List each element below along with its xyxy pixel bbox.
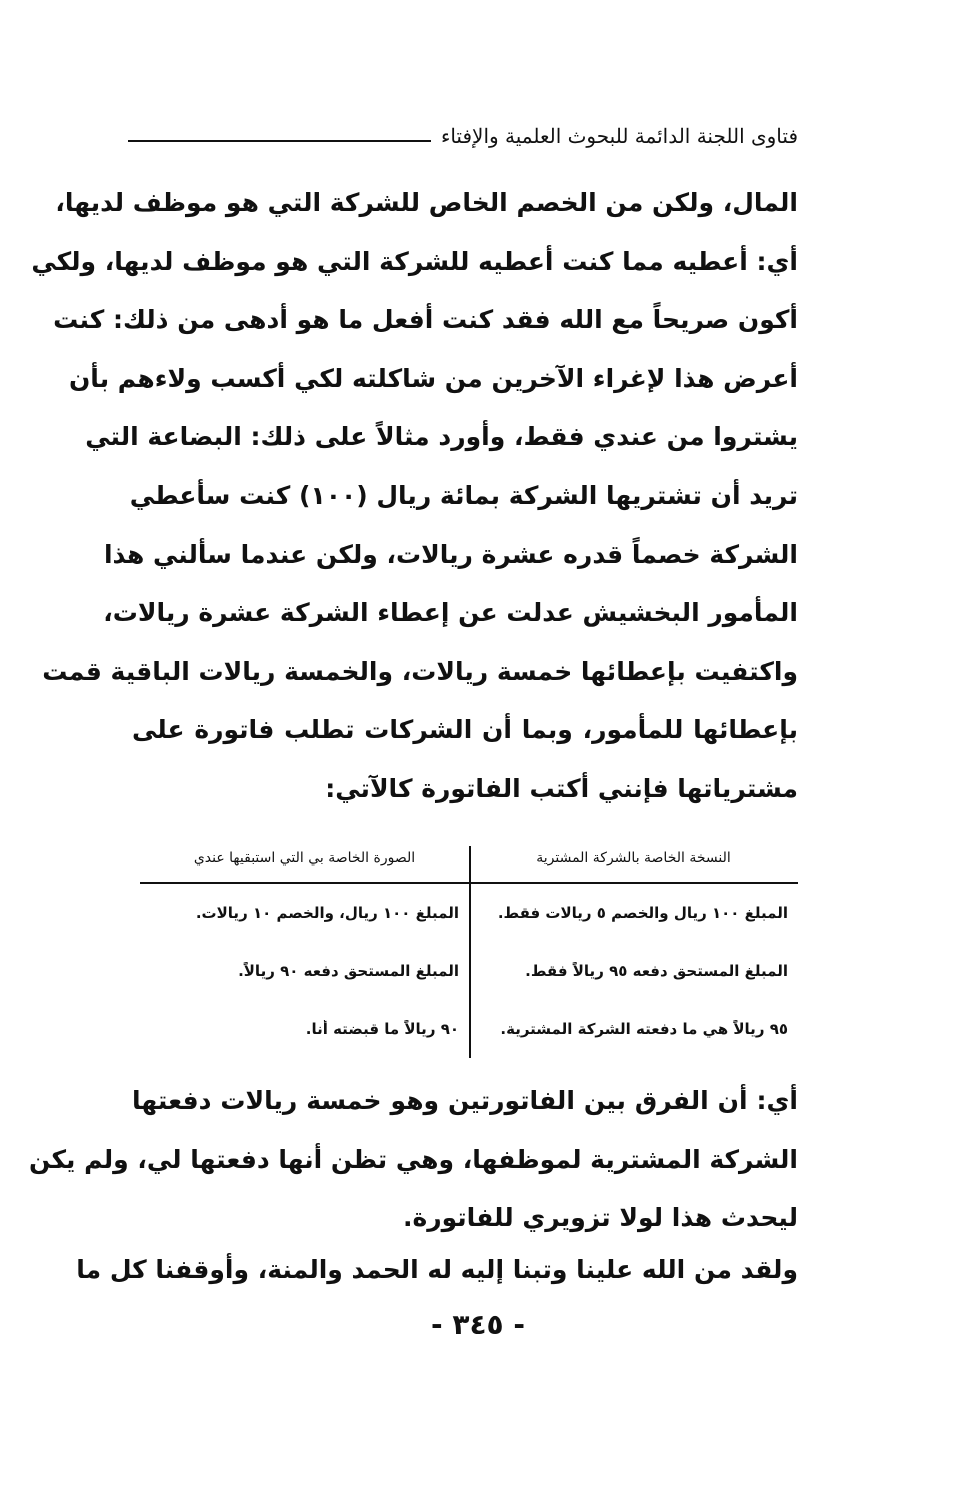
text-line: واكتفيت بإعطائها خمسة ريالات، والخمسة ريالات الباقية قمت	[42, 656, 798, 686]
text-line: المال، ولكن من الخصم الخاص للشركة التي هو موظف لديها،	[55, 188, 798, 217]
text-line: أي: أعطيه مما كنت أعطيه للشركة التي هو موظف لديها، ولكي	[31, 246, 798, 276]
text-line: ليحدث هذا لولا تزويري للفاتورة.	[402, 1203, 798, 1233]
text-line: ولقد من الله علينا وتبنا إليه له الحمد والمنة، وأوقفنا كل ما	[76, 1255, 798, 1284]
table-cell: المبلغ المستحق دفعه ٩٠ ريالاً.	[238, 962, 459, 980]
table-cell: ٩٥ ريالاً هي ما دفعته الشركة المشترية.	[500, 1020, 788, 1038]
table-cell: المبلغ المستحق دفعه ٩٥ ريالاً فقط.	[525, 962, 788, 980]
column-divider	[469, 846, 471, 1058]
paragraph-3	[76, 1241, 798, 1300]
paragraph-2	[29, 1072, 798, 1248]
text-line: المأمور البخشيش عدلت عن إعطاء الشركة عشرة ريالات،	[103, 598, 798, 628]
page-number: - ٣٤٥ -	[430, 1308, 526, 1341]
header-title: فتاوى اللجنة الدائمة للبحوث العلمية والإفتاء	[440, 124, 798, 148]
invoice-comparison-table	[140, 838, 798, 1064]
text-line: يشتروا من عندي فقط، وأورد مثالاً على ذلك: البضاعة التي	[85, 422, 798, 452]
text-line: أي: أن الفرق بين الفاتورتين وهو خمسة ريالات دفعتها	[132, 1086, 798, 1115]
text-line: أكون صريحاً مع الله فقد كنت أفعل ما هو أدهى من ذلك: كنت	[53, 305, 798, 335]
table-cell: المبلغ ١٠٠ ريال والخصم ٥ ريالات فقط.	[497, 904, 788, 922]
table-header-cell: النسخة الخاصة بالشركة المشترية	[536, 850, 731, 866]
text-line: أعرض هذا لإغراء الآخرين من شاكلته لكي أكسب ولاءهم بأن	[68, 363, 798, 393]
running-header	[128, 112, 798, 152]
table-cell: ٩٠ ريالاً ما قبضته أنا.	[305, 1020, 459, 1038]
table-header-cell: الصورة الخاصة بي التي استبقيها عندي	[193, 850, 416, 866]
text-line: الشركة المشترية لموظفها، وهي تظن أنها دفعتها لي، ولم يكن	[29, 1144, 798, 1174]
paragraph-1	[31, 174, 798, 819]
header-rule	[128, 140, 431, 142]
table-cell: المبلغ ١٠٠ ريال، والخصم ١٠ ريالات.	[195, 904, 459, 922]
text-line: الشركة خصماً قدره عشرة ريالات، ولكن عندما سألني هذا	[103, 539, 798, 569]
text-line: مشترياتها فإنني أكتب الفاتورة كالآتي:	[325, 773, 798, 803]
text-line: تريد أن تشتريها الشركة بمائة ريال (١٠٠) كنت سأعطي	[129, 480, 798, 510]
text-line: بإعطائها للمأمور، وبما أن الشركات تطلب فاتورة على	[132, 715, 798, 745]
